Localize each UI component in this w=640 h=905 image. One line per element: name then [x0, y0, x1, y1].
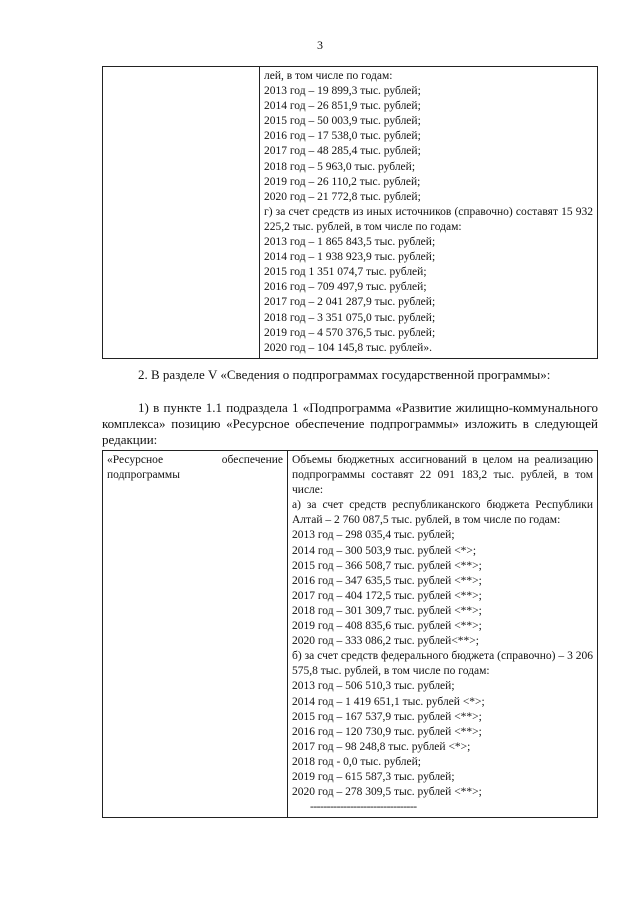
text-line: 2019 год – 615 587,3 тыс. рублей; [292, 770, 455, 783]
text-line: а) за счет средств республиканского бюджета Республики Алтай – 2 760 087,5 тыс. рублей, в том числе по годам: [292, 499, 593, 527]
table1-left-cell [103, 67, 260, 359]
text-line: 2016 год – 120 730,9 тыс. рублей <**>; [292, 725, 482, 738]
table1-right-cell [260, 67, 598, 359]
text-line: 2018 год – 5 963,0 тыс. рублей; [264, 160, 416, 173]
resource-table-continuation [102, 66, 598, 359]
text-line: 2015 год – 50 003,9 тыс. рублей; [264, 115, 421, 128]
text-line: лей, в том числе по годам: [264, 70, 393, 82]
text-line: 2013 год – 1 865 843,5 тыс. рублей; [264, 236, 436, 249]
text-line: г) за счет средств из иных источников (справочно) составят 15 932 225,2 тыс. рублей, в том числе по годам: [264, 205, 593, 233]
text-line: 2020 год – 333 086,2 тыс. рублей<**>; [292, 635, 479, 648]
text-line: 2020 год – 21 772,8 тыс. рублей; [264, 190, 421, 203]
paragraph-item-1: 1) в пункте 1.1 подраздела 1 «Подпрограмма «Развитие жилищно-коммунального комплекса» позицию «Ресурсное обеспечение подпрограммы» изложить в следующей редакции: [102, 400, 598, 447]
text-line: 2016 год – 347 635,5 тыс. рублей <**>; [292, 574, 482, 587]
text-line: 2020 год – 278 309,5 тыс. рублей <**>; [292, 786, 482, 799]
text-line: 2016 год – 17 538,0 тыс. рублей; [264, 130, 421, 143]
text-line: 2014 год – 1 938 923,9 тыс. рублей; [264, 251, 436, 264]
resource-table-subprogram [102, 450, 598, 818]
table2-right-cell [288, 451, 598, 818]
text-line: 2014 год – 300 503,9 тыс. рублей <*>; [292, 544, 477, 557]
table2-left-cell: «Ресурсное обеспечение подпрограммы [103, 451, 288, 818]
text-line: Объемы бюджетных ассигнований в целом на реализацию подпрограммы составят 22 091 183,2 тыс. рублей, в том числе: [292, 454, 593, 497]
text-line: 2018 год - 0,0 тыс. рублей; [292, 755, 421, 768]
text-line: 2015 год 1 351 074,7 тыс. рублей; [264, 266, 427, 279]
paragraph-section-v: 2. В разделе V «Сведения о подпрограммах государственной программы»: [138, 367, 551, 382]
text-line: 2015 год – 167 537,9 тыс. рублей <**>; [292, 710, 482, 723]
text-line: 2013 год – 506 510,3 тыс. рублей; [292, 680, 455, 693]
text-line: 2016 год – 709 497,9 тыс. рублей; [264, 281, 427, 294]
text-line: 2019 год – 4 570 376,5 тыс. рублей; [264, 326, 436, 339]
text-line: 2019 год – 408 835,6 тыс. рублей <**>; [292, 620, 482, 633]
text-line: 2014 год – 26 851,9 тыс. рублей; [264, 100, 421, 113]
text-line: 2013 год – 298 035,4 тыс. рублей; [292, 529, 455, 542]
text-line: 2018 год – 3 351 075,0 тыс. рублей; [264, 311, 436, 324]
text-line: 2014 год – 1 419 651,1 тыс. рублей <*>; [292, 695, 485, 708]
text-line: 2017 год – 2 041 287,9 тыс. рублей; [264, 296, 436, 309]
text-line: 2018 год – 301 309,7 тыс. рублей <**>; [292, 604, 482, 617]
text-line: б) за счет средств федерального бюджета (справочно) – 3 206 575,8 тыс. рублей, в том числе по годам: [292, 650, 593, 678]
separator-dashes: -------------------------------- [310, 801, 417, 814]
text-line: 2019 год – 26 110,2 тыс. рублей; [264, 175, 421, 188]
text-line: 2020 год – 104 145,8 тыс. рублей». [264, 341, 432, 354]
text-line: 2017 год – 98 248,8 тыс. рублей <*>; [292, 740, 471, 753]
text-line: 2017 год – 48 285,4 тыс. рублей; [264, 145, 421, 158]
text-line: 2013 год – 19 899,3 тыс. рублей; [264, 85, 421, 98]
text-line: 2015 год – 366 508,7 тыс. рублей <**>; [292, 559, 482, 572]
text-line: 2017 год – 404 172,5 тыс. рублей <**>; [292, 589, 482, 602]
page-number: 3 [317, 38, 323, 52]
